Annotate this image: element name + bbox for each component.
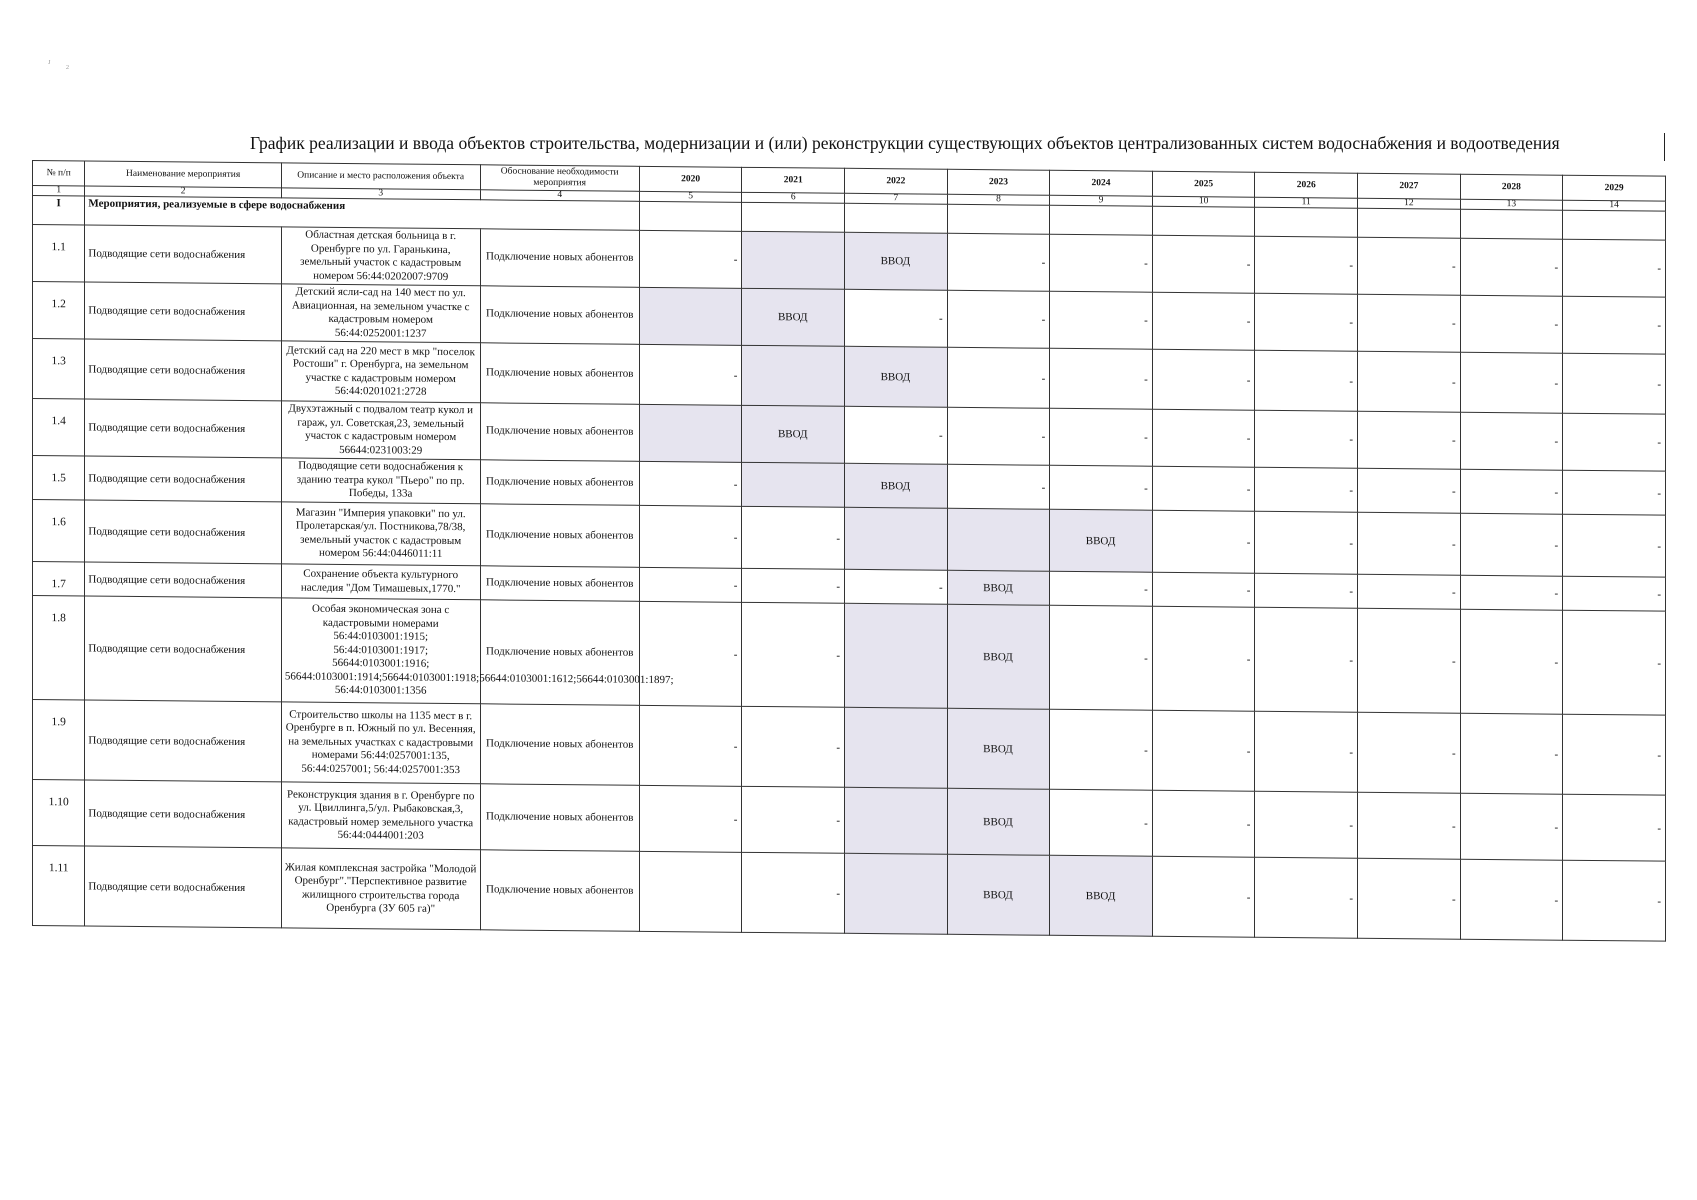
year-cell: - [1460,713,1563,794]
year-cell: - [1255,410,1358,468]
row-number: 1.7 [33,562,85,597]
row-name: Подводящие сети водоснабжения [85,562,281,598]
header-year-2025: 2025 [1152,171,1255,197]
row-name: Подводящие сети водоснабжения [85,596,281,702]
row-number: 1.3 [33,339,85,400]
year-cell: - [1563,610,1666,715]
header-justification: Обоснование необходимости мероприятия [480,165,639,192]
year-cell [639,404,742,462]
year-cell: - [1255,293,1358,351]
row-justification: Подключение новых абонентов [480,600,639,706]
row-number: 1.1 [33,225,85,283]
row-name: Подводящие сети водоснабжения [85,282,281,341]
row-justification: Подключение новых абонентов [480,403,639,462]
table-row [33,596,1666,716]
year-cell: - [1563,714,1666,795]
empty-cell [1050,205,1153,235]
year-cell: - [1152,349,1255,410]
column-number: 2 [85,186,281,198]
schedule-sheet [32,160,1666,942]
year-cell: - [1152,510,1255,573]
year-cell: - [1563,576,1666,611]
empty-cell [1152,206,1255,236]
row-number: 1.10 [33,780,85,847]
year-cell: - [947,233,1050,291]
row-name: Подводящие сети водоснабжения [85,846,281,928]
year-cell: - [1460,609,1563,714]
header-year-2029: 2029 [1563,175,1666,201]
year-cell: - [1358,411,1461,469]
year-cell [845,853,948,934]
empty-cell [1255,207,1358,237]
row-number: 1.2 [33,282,85,340]
year-cell: - [639,461,742,506]
year-cell: - [1255,791,1358,858]
year-cell: - [1152,572,1255,607]
empty-cell [1563,210,1666,240]
column-number: 4 [480,190,639,202]
column-number: 6 [742,192,845,203]
commissioning-cell: ВВОД [845,232,948,290]
year-cell: - [1152,790,1255,857]
row-justification: Подключение новых абонентов [480,504,639,568]
year-cell [845,603,948,708]
empty-cell [947,204,1050,234]
year-cell [742,345,845,406]
column-number: 3 [281,188,480,200]
row-description: Реконструкция здания в г. Оренбурге по ул. Цвиллинга,5/ул. Рыбаковская,3, кадастровый номер земельного участка 56:44:0444001:203 [281,782,480,850]
row-name: Подводящие сети водоснабжения [85,700,281,782]
row-number: 1.9 [33,700,85,781]
table-row [33,700,1666,796]
year-cell: - [742,506,845,569]
year-cell: - [1563,296,1666,354]
year-cell: - [947,347,1050,408]
year-cell: - [1563,514,1666,577]
row-number: 1.6 [33,500,85,563]
year-cell [742,462,845,507]
row-description: Строительство школы на 1135 мест в г. Оренбурге в п. Южный по ул. Весенняя, на земельных участках с кадастровыми номерами 56:44:0257001:135, 56:44:0257001; 56:44:0257001:353 [281,702,480,784]
row-name: Подводящие сети водоснабжения [85,500,281,564]
year-cell: - [639,567,742,602]
year-cell: - [1358,512,1461,575]
year-cell: - [742,568,845,603]
year-cell: - [1255,857,1358,938]
year-cell: - [1460,238,1563,296]
year-cell: - [742,706,845,787]
column-number: 5 [639,191,742,202]
year-cell: - [1152,466,1255,511]
row-justification: Подключение новых абонентов [480,566,639,602]
header-year-2026: 2026 [1255,172,1358,198]
row-name: Подводящие сети водоснабжения [85,780,281,848]
year-cell: - [1152,710,1255,791]
header-year-2027: 2027 [1358,173,1461,199]
section-number: I [33,196,85,226]
year-cell: - [1563,353,1666,414]
row-justification: Подключение новых абонентов [480,286,639,345]
commissioning-cell: ВВОД [1050,509,1153,572]
column-number: 9 [1050,195,1153,206]
year-cell: - [1152,856,1255,937]
year-cell: - [1255,350,1358,411]
header-year-2021: 2021 [742,167,845,193]
row-justification: Подключение новых абонентов [480,229,639,288]
year-cell: - [1460,412,1563,470]
year-cell [845,707,948,788]
year-cell: - [1255,573,1358,608]
year-cell: - [947,407,1050,465]
column-number: 14 [1563,200,1666,211]
row-number: 1.11 [33,846,85,927]
row-description: Областная детская больница в г. Оренбурге по ул. Гаранькина, земельный участок с кадастровым номером 56:44:0202007:9709 [281,227,480,286]
year-cell: - [1255,236,1358,294]
year-cell: - [1050,789,1153,856]
year-cell: - [1460,352,1563,413]
commissioning-cell: ВВОД [947,854,1050,935]
commissioning-cell: ВВОД [1050,855,1153,936]
column-number: 1 [33,186,85,197]
header-name: Наименование мероприятия [85,161,281,188]
row-description: Детский сад на 220 мест в мкр "поселок Ростоши" г. Оренбурга, на земельном участке с кадастровым номером 56:44:0201021:2728 [281,341,480,403]
year-cell: - [1563,413,1666,471]
row-justification: Подключение новых абонентов [480,460,639,506]
year-cell: - [1358,858,1461,939]
year-cell: - [1152,606,1255,711]
empty-cell [639,201,742,231]
year-cell: - [1152,235,1255,293]
commissioning-cell: ВВОД [947,788,1050,855]
header-year-2028: 2028 [1460,174,1563,200]
header-no: № п/п [33,161,85,187]
year-cell: - [1050,571,1153,606]
column-number: 12 [1358,198,1461,209]
year-cell: - [1358,468,1461,513]
schedule-table [32,160,1666,942]
year-cell [947,508,1050,571]
commissioning-cell: ВВОД [845,346,948,407]
header-year-2022: 2022 [845,168,948,194]
commissioning-cell: ВВОД [742,405,845,463]
year-cell: - [947,290,1050,348]
commissioning-cell: ВВОД [845,463,948,508]
year-cell: - [1050,605,1153,710]
year-cell: - [742,602,845,707]
year-cell: - [639,344,742,405]
row-description: Двухэтажный с подвалом театр кукол и гараж, ул. Советская,23, земельный участок с кадастровым номером 56644:0231003:29 [281,401,480,460]
year-cell: - [1255,467,1358,512]
scan-marks: ᴶ ₂ [48,58,76,70]
year-cell: - [1050,709,1153,790]
column-number: 7 [845,193,948,204]
year-cell: - [639,230,742,288]
document-title: График реализации и ввода объектов строительства, модернизации и (или) реконструкции существующих объектов централизованных систем водоснабжения и водоотведения [250,133,1560,153]
section-title: Мероприятия, реализуемые в сфере водоснабжения [85,196,639,230]
row-number: 1.4 [33,399,85,457]
year-cell: - [1563,470,1666,515]
year-cell: - [1358,792,1461,859]
year-cell: - [1460,513,1563,576]
year-cell: - [1255,511,1358,574]
year-cell: - [1563,239,1666,297]
empty-cell [1460,209,1563,239]
column-number: 8 [947,194,1050,205]
year-cell: - [1050,465,1153,510]
row-name: Подводящие сети водоснабжения [85,339,281,401]
year-cell: - [1460,793,1563,860]
year-cell [845,507,948,570]
year-cell: - [1563,860,1666,941]
table-row [33,846,1666,942]
year-cell: - [1255,607,1358,712]
year-cell: - [1152,409,1255,467]
row-justification: Подключение новых абонентов [480,784,639,852]
year-cell [845,787,948,854]
column-number: 11 [1255,197,1358,208]
year-cell: - [639,505,742,568]
row-name: Подводящие сети водоснабжения [85,225,281,284]
header-year-2020: 2020 [639,166,742,192]
year-cell: - [1460,469,1563,514]
column-number: 13 [1460,199,1563,210]
year-cell: - [947,464,1050,509]
year-cell: - [845,569,948,604]
year-cell: - [1358,237,1461,295]
year-cell: - [1563,794,1666,861]
row-description: Жилая комплексная застройка "Молодой Оренбург"."Перспективное развитие жилищного строительства города Оренбурга (ЗУ 605 га)" [281,848,480,930]
header-year-2023: 2023 [947,169,1050,195]
row-description: Сохранение объекта культурного наследия "Дом Тимашевых,1770." [281,564,480,600]
commissioning-cell: ВВОД [947,604,1050,709]
year-cell: - [639,705,742,786]
commissioning-cell: ВВОД [742,288,845,346]
year-cell: - [639,601,742,706]
row-number: 1.5 [33,456,85,501]
empty-cell [845,203,948,233]
header-year-2024: 2024 [1050,170,1153,196]
commissioning-cell: ВВОД [947,708,1050,789]
year-cell: - [1050,408,1153,466]
row-justification: Подключение новых абонентов [480,343,639,405]
year-cell: - [742,852,845,933]
row-number: 1.8 [33,596,85,701]
row-description: Детский ясли-сад на 140 мест по ул. Авиационная, на земельном участке с кадастровым номером 56:44:0252001:1237 [281,284,480,343]
year-cell: - [845,289,948,347]
row-justification: Подключение новых абонентов [480,704,639,786]
year-cell: - [1358,294,1461,352]
year-cell: - [845,406,948,464]
empty-cell [742,202,845,232]
year-cell [639,851,742,932]
year-cell: - [742,786,845,853]
year-cell [639,287,742,345]
year-cell: - [1050,348,1153,409]
row-justification: Подключение новых абонентов [480,850,639,932]
year-cell: - [1358,608,1461,713]
row-name: Подводящие сети водоснабжения [85,399,281,458]
year-cell [742,231,845,289]
year-cell: - [1050,234,1153,292]
year-cell: - [1358,351,1461,412]
empty-cell [1358,208,1461,238]
row-description: Особая экономическая зона с кадастровыми номерами 56:44:0103001:1915; 56:44:0103001:1917; 56644:0103001:1916; 56644:0103001:1914;56644:0103001:1918;56644:0103001:1612;56644:0103001:1897; 56:44:0103001:1356 [281,598,480,704]
year-cell: - [1255,711,1358,792]
year-cell: - [1460,859,1563,940]
year-cell: - [1358,574,1461,609]
header-desc: Описание и место расположения объекта [281,163,480,190]
margin-rule [1664,133,1665,161]
year-cell: - [1050,291,1153,349]
year-cell: - [1460,295,1563,353]
year-cell: - [1152,292,1255,350]
commissioning-cell: ВВОД [947,570,1050,605]
row-description: Подводящие сети водоснабжения к зданию театра кукол "Пьеро" по пр. Победы, 133а [281,458,480,504]
year-cell: - [639,785,742,852]
column-number: 10 [1152,196,1255,207]
row-name: Подводящие сети водоснабжения [85,456,281,502]
year-cell: - [1460,575,1563,610]
row-description: Магазин "Империя упаковки" по ул. Пролетарская/ул. Постникова,78/38, земельный участок с кадастровым номером 56:44:0446011:11 [281,502,480,566]
year-cell: - [1358,712,1461,793]
